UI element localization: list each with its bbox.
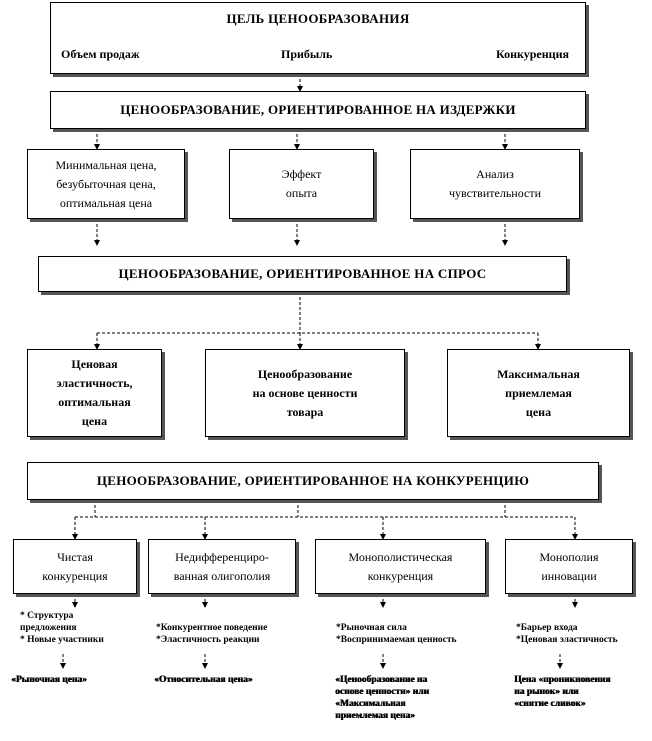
comp-box-pure-competition: Чистая конкуренция: [13, 539, 137, 594]
result-text-4: Цена «проникновения на рынок» или «снятие сливок»: [514, 675, 611, 709]
result-text-3: «Ценообразование на основе ценности» или «Максимальная приемлемая цена»: [335, 675, 429, 721]
result-text-1: «Рыночная цена»: [11, 675, 87, 685]
comp-box-innovation-monopoly: Монополия инновации: [505, 539, 633, 594]
cost-box-sensitivity: Анализ чувствительности: [410, 149, 580, 219]
goal-item-sales: Объем продаж: [61, 47, 140, 61]
cost-box-experience: Эффект опыта: [229, 149, 374, 219]
factor-text-4: *Барьер входа *Ценовая эластичность: [516, 623, 618, 645]
demand-box-max-price: Максимальная приемлемая цена: [447, 349, 630, 437]
factor-text-3: *Рыночная сила *Воспринимаемая ценность: [336, 623, 457, 645]
factor-text-1: * Структура предложения * Новые участники: [20, 611, 104, 645]
factor-text-2: *Конкурентное поведение *Эластичность реакции: [156, 623, 268, 645]
result-text-2: «Относительная цена»: [154, 675, 253, 685]
demand-box-value-pricing: Ценообразование на основе ценности товара: [205, 349, 405, 437]
comp-box-oligopoly: Недифференциро- ванная олигополия: [148, 539, 296, 594]
comp-box-monopolistic: Монополистическая конкуренция: [315, 539, 486, 594]
cost-box-min-price: Минимальная цена, безубыточная цена, оптимальная цена: [27, 149, 185, 219]
goal-item-competition: Конкуренция: [496, 47, 569, 61]
goal-item-profit: Прибыль: [281, 47, 333, 61]
competition-oriented-header: ЦЕНООБРАЗОВАНИЕ, ОРИЕНТИРОВАННОЕ НА КОНКУРЕНЦИЮ: [27, 462, 599, 500]
demand-box-elasticity: Ценовая эластичность, оптимальная цена: [27, 349, 162, 437]
demand-oriented-header: ЦЕНООБРАЗОВАНИЕ, ОРИЕНТИРОВАННОЕ НА СПРОС: [38, 256, 567, 292]
goal-box: [50, 2, 586, 74]
goal-title: ЦЕЛЬ ЦЕНООБРАЗОВАНИЯ: [226, 11, 410, 26]
cost-oriented-header: ЦЕНООБРАЗОВАНИЕ, ОРИЕНТИРОВАННОЕ НА ИЗДЕРЖКИ: [50, 91, 586, 129]
